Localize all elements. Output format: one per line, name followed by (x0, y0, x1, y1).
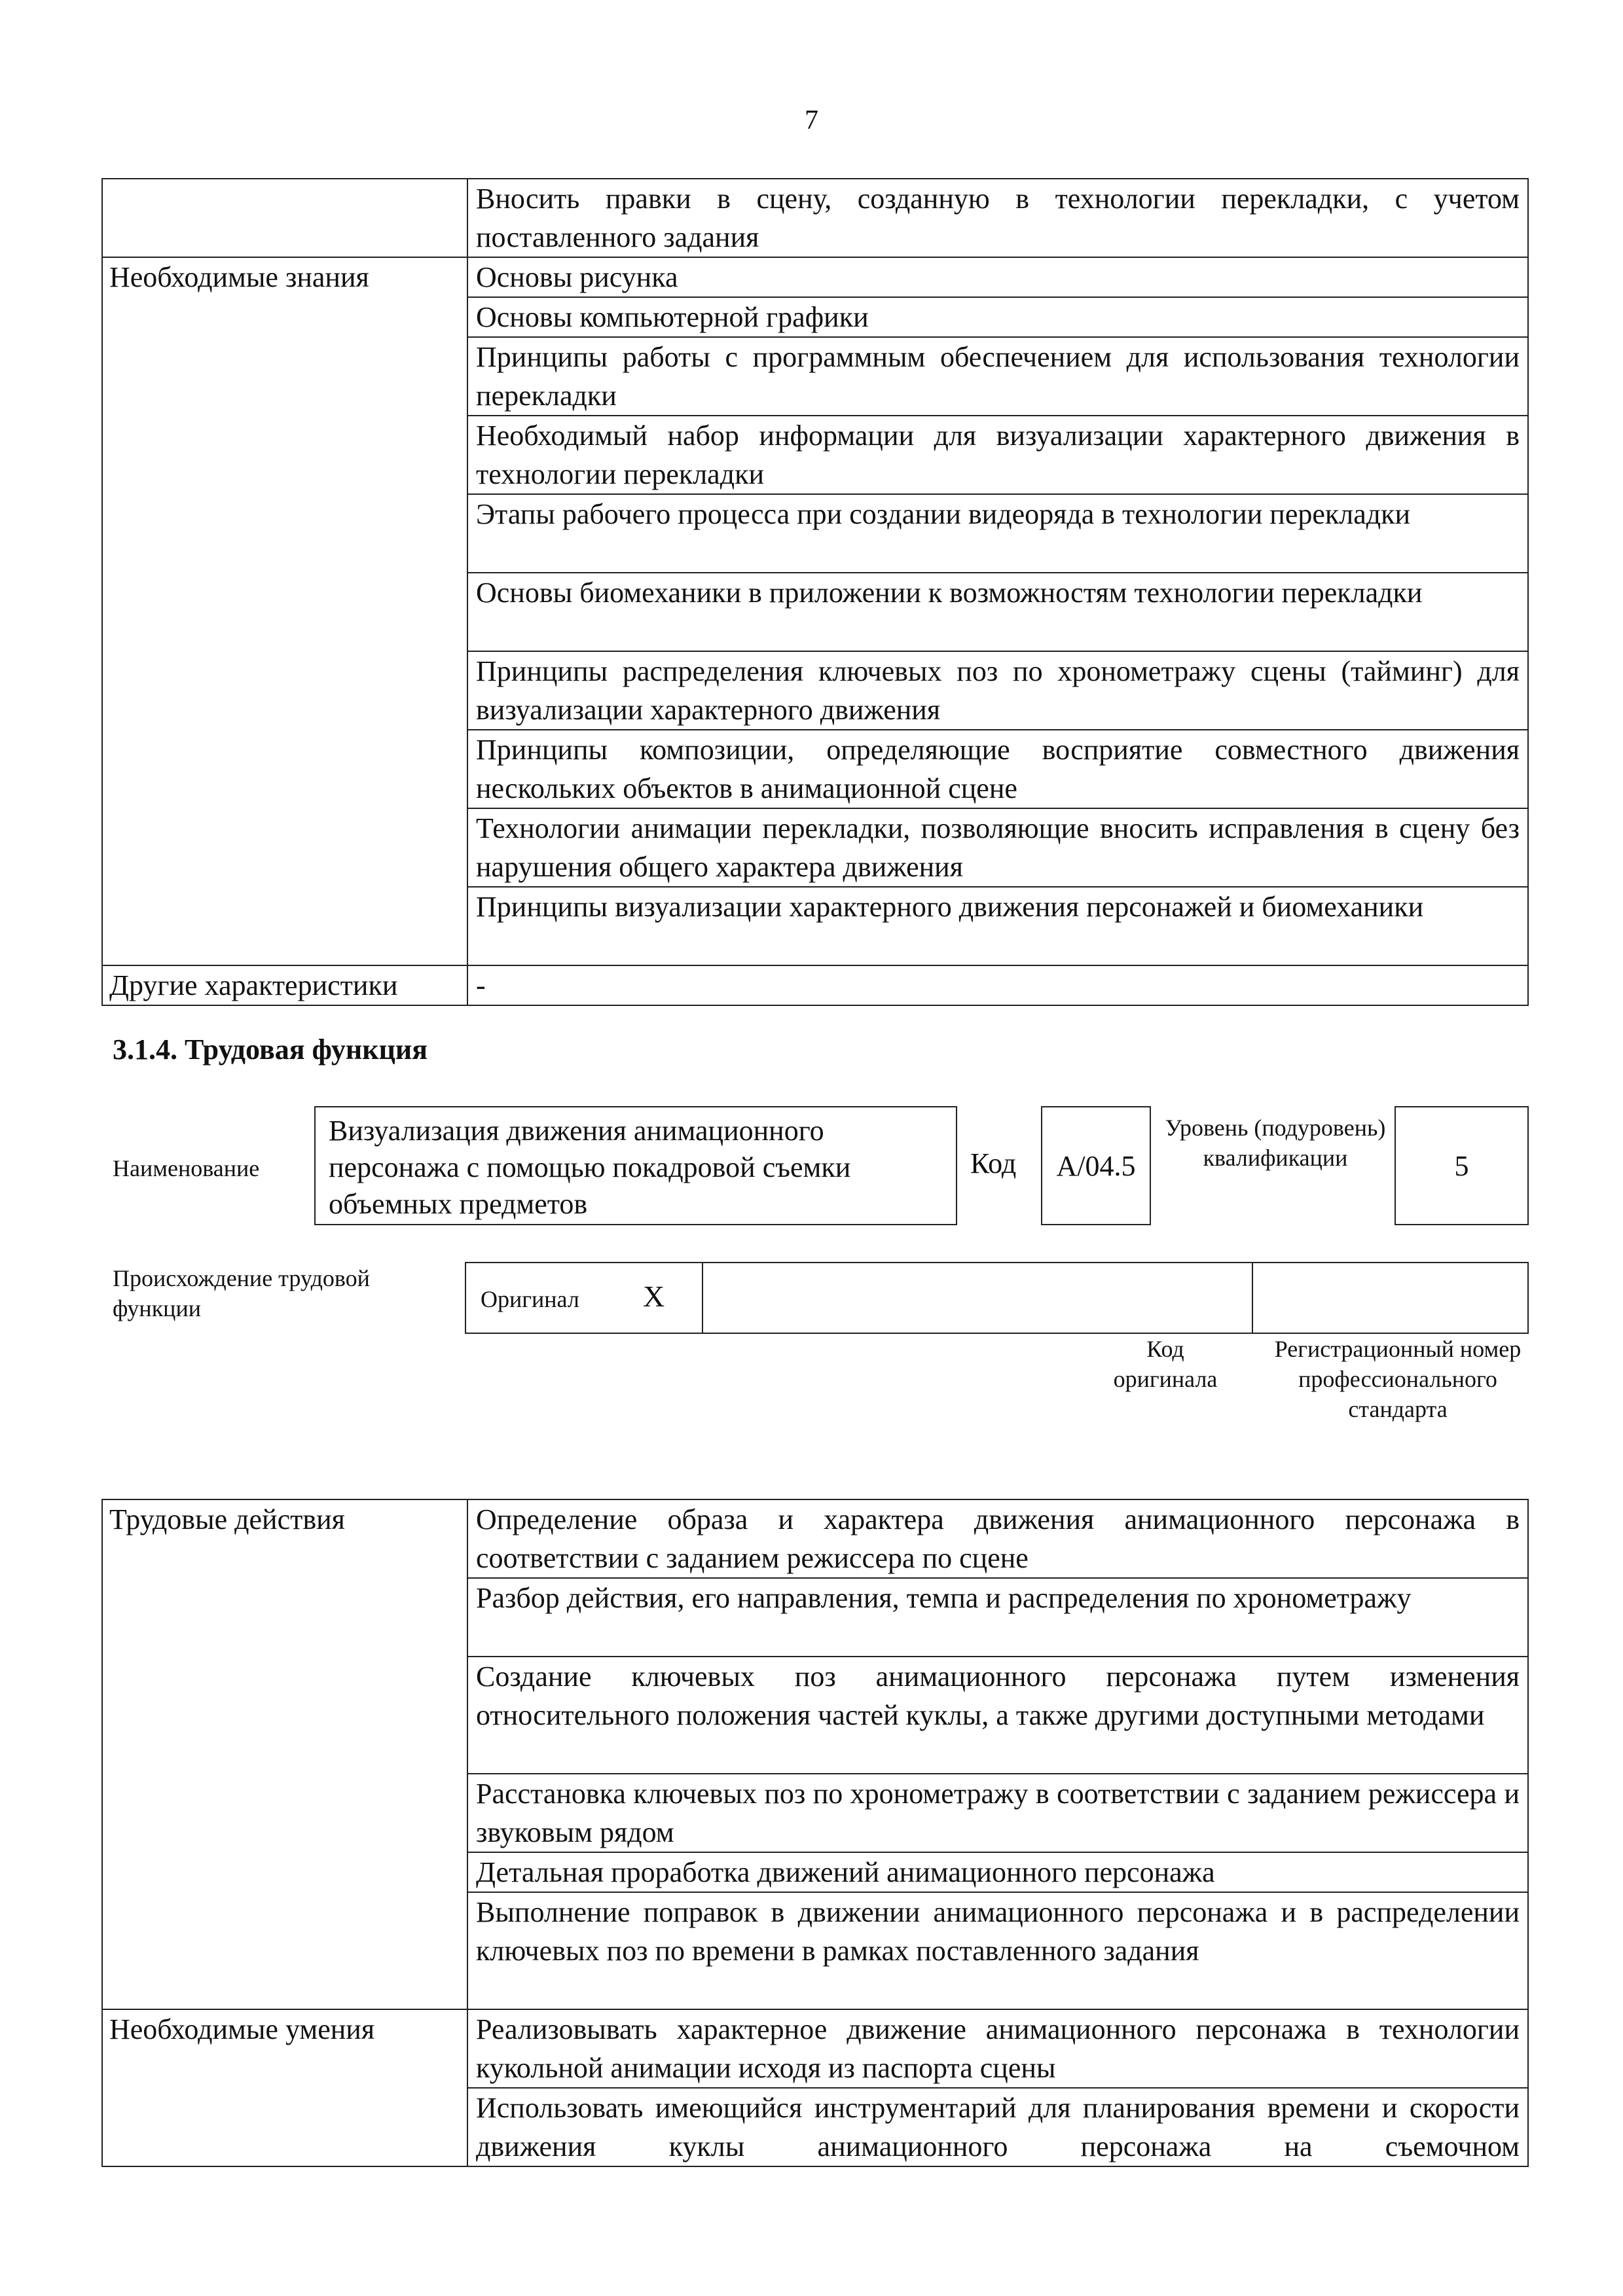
row-text: - (467, 965, 1528, 1005)
original-mark: X (643, 1280, 665, 1313)
code-label: Код (970, 1147, 1017, 1179)
table-row (102, 179, 1528, 257)
table-row (102, 1499, 1528, 1578)
level-value-box (1395, 1106, 1529, 1225)
original-label: Оригинал (481, 1286, 579, 1312)
page-number: 7 (805, 105, 818, 135)
row-text: Принципы композиции, определяющие восприятие совместного движения нескольких объектов в анимационной сцене (467, 730, 1528, 808)
code-original-caption: Код оригинала (1113, 1336, 1218, 1392)
row-text: Основы биомеханики в приложении к возможностям технологии перекладки (467, 573, 1528, 651)
row-text: Необходимый набор информации для визуализации характерного движения в технологии перекладки (467, 416, 1528, 494)
table-row (102, 257, 1528, 297)
row-text: Разбор действия, его направления, темпа и распределения по хронометражу (467, 1578, 1528, 1657)
row-text: Определение образа и характера движения анимационного персонажа в соответствии с заданием режиссера по сцене (467, 1499, 1528, 1578)
name-value: Визуализация движения анимационного персонажа с помощью покадровой съемки объемных предметов (329, 1115, 851, 1220)
row-text: Реализовывать характерное движение анимационного персонажа в технологии кукольной анимации исходя из паспорта сцены (467, 2009, 1528, 2088)
reg-number-caption: Регистрационный номер профессионального стандарта (1274, 1336, 1522, 1422)
knowledge-table (101, 178, 1529, 1006)
row-text: Принципы распределения ключевых поз по хронометражу сцены (тайминг) для визуализации характерного движения (467, 651, 1528, 730)
row-text: Основы компьютерной графики (467, 297, 1528, 337)
code-value: A/04.5 (1056, 1149, 1136, 1182)
row-text: Расстановка ключевых поз по хронометражу в соответствии с заданием режиссера и звуковым рядом (467, 1774, 1528, 1852)
row-text: Технологии анимации перекладки, позволяющие вносить исправления в сцену без нарушения общего характера движения (467, 808, 1528, 887)
row-label-knowledge: Необходимые знания (102, 257, 467, 965)
row-label-skills: Необходимые умения (102, 2009, 467, 2166)
name-label: Наименование (113, 1155, 260, 1181)
row-text: Детальная проработка движений анимационного персонажа (467, 1852, 1528, 1892)
row-text: Вносить правки в сцену, созданную в технологии перекладки, с учетом поставленного задания (467, 179, 1528, 257)
row-label-actions: Трудовые действия (102, 1499, 467, 2009)
table-row (102, 2009, 1528, 2088)
row-text: Создание ключевых поз анимационного персонажа путем изменения относительного положения частей куклы, а также другими доступными методами (467, 1657, 1528, 1774)
level-value: 5 (1454, 1149, 1469, 1182)
table-row (102, 965, 1528, 1005)
section-title: 3.1.4. Трудовая функция (113, 1033, 428, 1066)
row-text: Выполнение поправок в движении анимационного персонажа и в распределении ключевых поз по времени в рамках поставленного задания (467, 1892, 1528, 2009)
row-text: Принципы визуализации характерного движения персонажей и биомеханики (467, 887, 1528, 965)
level-label: Уровень (подуровень) квалификации (1165, 1115, 1386, 1171)
row-label (102, 179, 467, 257)
row-text: Использовать имеющийся инструментарий для планирования времени и скорости движения куклы анимационного персонажа на съемочном (467, 2088, 1528, 2166)
name-value-box (314, 1106, 957, 1225)
row-text: Этапы рабочего процесса при создании видеоряда в технологии перекладки (467, 494, 1528, 573)
row-text: Принципы работы с программным обеспечением для использования технологии перекладки (467, 337, 1528, 416)
origin-row (465, 1262, 1529, 1334)
actions-table (101, 1499, 1529, 2167)
origin-label: Происхождение трудовой функции (113, 1265, 370, 1321)
code-value-box (1041, 1106, 1151, 1225)
row-text: Основы рисунка (467, 257, 1528, 297)
row-label-other: Другие характеристики (102, 965, 467, 1005)
